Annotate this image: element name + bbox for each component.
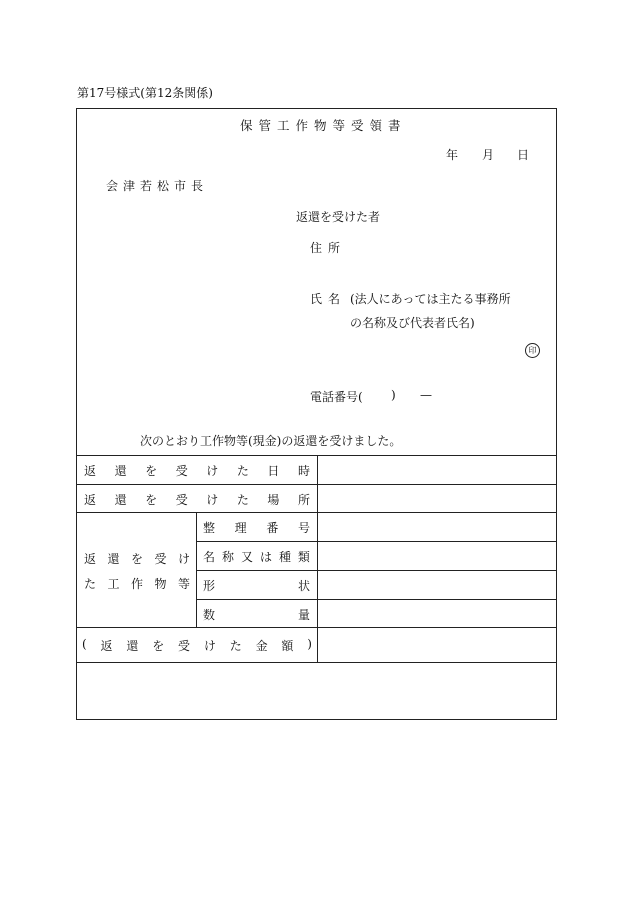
name-label: 氏名 xyxy=(310,292,347,306)
form-number-label: 第17号様式(第12条関係) xyxy=(77,86,213,100)
row-label-return-datetime: 返 還 を 受 け た 日 時 xyxy=(84,464,310,478)
sub-label-quantity-2: 量 xyxy=(298,608,311,622)
phone-label: 電話番号( xyxy=(310,390,363,404)
recipient-heading: 返還を受けた者 xyxy=(296,210,381,224)
return-place-field[interactable] xyxy=(318,485,556,511)
name-note-line1: (法人にあっては主たる事務所 xyxy=(350,292,511,306)
phone-dash: — xyxy=(420,388,432,402)
document-title: 保管工作物等受領書 xyxy=(240,118,407,133)
table-column-divider xyxy=(196,512,197,627)
row-label-return-place: 返 還 を 受 け た 場 所 xyxy=(84,493,310,507)
addressee: 会津若松市長 xyxy=(106,179,209,193)
remarks-area[interactable] xyxy=(77,663,556,719)
phone-paren-close: ) xyxy=(391,388,396,402)
address-label: 住所 xyxy=(310,241,347,255)
group-label-line1: 返 還 を 受 け xyxy=(84,552,190,566)
sub-label-reference-number: 整 理 番 号 xyxy=(203,521,310,535)
sub-label-quantity-1: 数 xyxy=(203,608,216,622)
name-note-line2: の名称及び代表者氏名) xyxy=(350,316,475,330)
date-year-label: 年 xyxy=(446,148,459,162)
shape-field[interactable] xyxy=(318,571,556,598)
return-datetime-field[interactable] xyxy=(318,456,556,483)
name-or-type-field[interactable] xyxy=(318,542,556,569)
sub-label-name-or-type: 名 称 又 は 種 類 xyxy=(203,550,310,564)
reference-number-field[interactable] xyxy=(318,513,556,540)
date-day-label: 日 xyxy=(517,148,530,162)
seal-mark: 印 xyxy=(525,343,540,358)
quantity-field[interactable] xyxy=(318,600,556,626)
date-month-label: 月 xyxy=(482,148,495,162)
statement-text: 次のとおり工作物等(現金)の返還を受けました。 xyxy=(140,434,402,448)
return-amount-field[interactable] xyxy=(318,628,556,661)
group-label-line2: た 工 作 物 等 xyxy=(84,577,190,591)
sub-label-shape-1: 形 xyxy=(203,579,216,593)
sub-label-shape-2: 状 xyxy=(298,579,311,593)
row-label-return-amount: ( 返 還 を 受 け た 金 額 ) xyxy=(82,637,312,653)
